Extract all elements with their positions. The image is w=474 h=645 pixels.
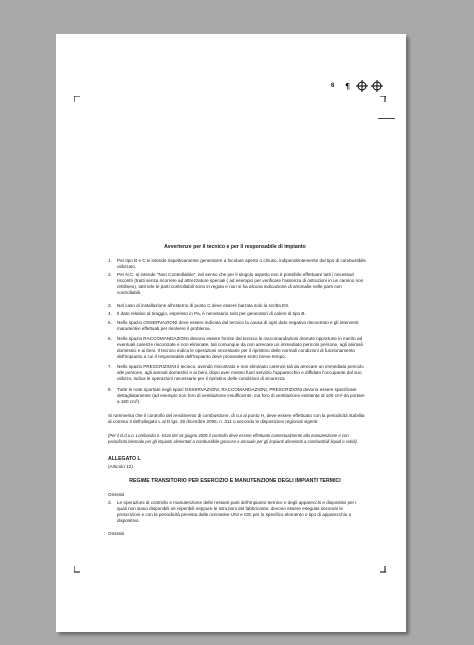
- crop-mark-bottom-right: [378, 565, 386, 573]
- page-number: 6: [331, 83, 335, 89]
- allegato-heading: ALLEGATO L: [108, 456, 141, 462]
- svg-text:¶: ¶: [345, 82, 351, 91]
- crosshair-icon: [345, 79, 385, 93]
- articolo-ref: (Articolo 12): [108, 464, 133, 469]
- crop-mark-top-left: [74, 96, 82, 104]
- document-title: Avvertenze per il tecnico e per il responsabile di impianto: [164, 244, 306, 250]
- omissis: Omissis: [108, 492, 125, 497]
- section-heading: REGIME TRANSITORIO PER ESERCIZIO E MANUTENZIONE DEGLI IMPIANTI TERMICI: [129, 478, 341, 484]
- crop-mark-top-right: [378, 96, 386, 104]
- paragraph: Si rammenta che il controllo del rendimento di combustione, di cui al punto H, deve essere effettuato con la periodicità stabilita al comma 3 dell'allegato L al D.lgs. 29 dicembre 2006, n. 311 o secondo le disposizioni regionali vigenti.: [108, 413, 365, 425]
- header-rule: [378, 118, 395, 119]
- crop-mark-bottom-left: [74, 565, 82, 573]
- omissis: Omissis: [108, 531, 125, 536]
- document-page: [56, 34, 406, 632]
- note: (Per il D.d.u.o. Lombardia n. 6334 del 16 giugno 2005 il controllo deve essere effettuato contestualmente alla manutenzione e con periodicità biennale per gli impianti alimentati a combustibile gassoso e annuale per gli impianti alimentati a combustibili liquidi e solidi).: [108, 433, 358, 444]
